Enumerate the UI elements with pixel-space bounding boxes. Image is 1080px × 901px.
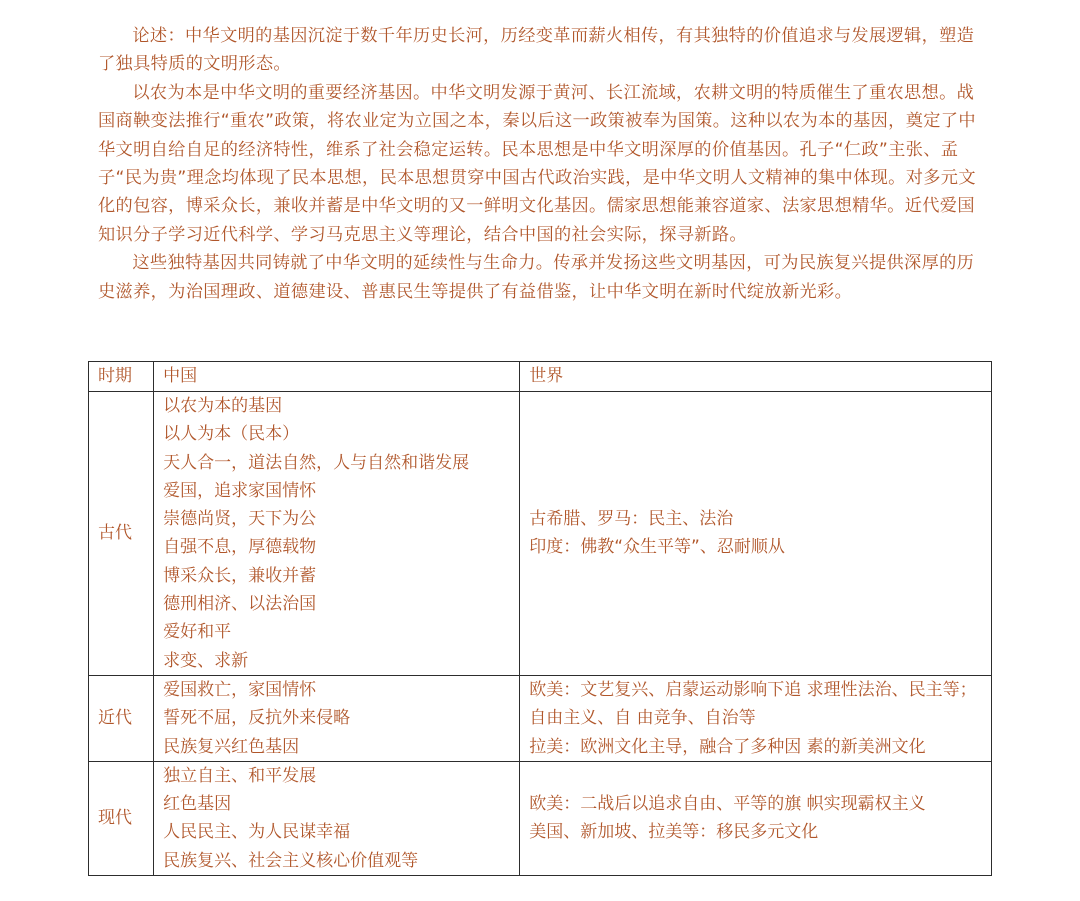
china-item: 以农为本的基因 [163,396,283,416]
essay-paragraph: 论述：中华文明的基因沉淀于数千年历史长河，历经变革而薪火相传，有其独特的价值追求与发展逻辑，塑造了独具特质的文明形态。 [98,26,975,75]
world-cell [520,761,992,875]
china-cell [154,392,520,676]
china-item: 以人为本（民本） [163,424,300,445]
period-cell: 现代 [89,761,154,875]
china-item: 崇德尚贤，天下为公 [163,509,317,530]
china-item: 民族复兴红色基因 [163,736,300,757]
world-cell [520,392,992,676]
essay-paragraph: 以农为本是中华文明的重要经济基因。中华文明发源于黄河、长江流域，农耕文明的特质催生了重农思想。战国商鞅变法推行“重农”政策，将农业定为立国之本，秦以后这一政策被奉为国策。这种以农为本的基因，奠定了中华文明自给自足的经济特性，维系了社会稳定运转。民本思想是中华文明深厚的价值基因。孔子“仁政”主张、孟子“民为贵”理念均体现了民本思想，民本思想贯穿中国古代政治实践，是中华文明人文精神的集中体现。对多元文化的包容，博采众长，兼收并蓄是中华文明的又一鲜明文化基因。儒家思想能兼容道家、法家思想精华。近代爱国知识分子学习近代科学、学习马克思主义等理论，结合中国的社会实际，探寻新路。 [98,82,976,245]
header-china: 中国 [154,362,520,392]
world-item: 欧美：二战后以追求自由、平等的旗 帜实现霸权主义 [529,794,926,815]
table-row [89,761,992,875]
china-item: 求变、求新 [163,650,249,671]
world-item: 印度：佛教“众生平等”、忍耐顺从 [529,537,785,558]
china-item: 爱国，追求家国情怀 [163,480,317,501]
period-cell: 古代 [89,392,154,676]
table-row [89,392,992,676]
china-item: 红色基因 [163,794,232,815]
header-world: 世界 [520,362,992,392]
period-cell: 近代 [89,675,154,761]
china-item: 自强不息，厚德载物 [163,537,317,558]
world-item: 欧美：文艺复兴、启蒙运动影响下追 求理性法治、民主等；自由主义、自 由竞争、自治等 [529,679,977,729]
comparison-table [88,361,992,876]
china-item: 民族复兴、社会主义核心价值观等 [163,850,419,871]
world-item: 美国、新加坡、拉美等：移民多元文化 [529,822,819,843]
china-item: 博采众长，兼收并蓄 [163,565,317,586]
china-item: 独立自主、和平发展 [163,765,317,786]
world-item: 古希腊、罗马：民主、法治 [529,509,734,530]
china-item: 誓死不屈，反抗外来侵略 [163,708,351,729]
essay-paragraph: 这些独特基因共同铸就了中华文明的延续性与生命力。传承并发扬这些文明基因，可为民族复兴提供深厚的历史滋养，为治国理政、道德建设、普惠民生等提供了有益借鉴，让中华文明在新时代绽放新光彩。 [98,253,975,302]
china-item: 天人合一，道法自然，人与自然和谐发展 [163,452,470,473]
table-header-row [89,362,992,392]
header-period: 时期 [89,362,154,392]
china-cell [154,675,520,761]
china-cell [154,761,520,875]
world-item: 拉美：欧洲文化主导，融合了多种因 素的新美洲文化 [529,736,926,757]
china-item: 爱国救亡，家国情怀 [163,679,317,700]
world-cell [520,675,992,761]
china-item: 爱好和平 [163,622,232,643]
china-item: 人民民主、为人民谋幸福 [163,822,351,843]
china-item: 德刑相济、以法治国 [163,594,317,615]
essay [98,22,988,306]
table-row [89,675,992,761]
